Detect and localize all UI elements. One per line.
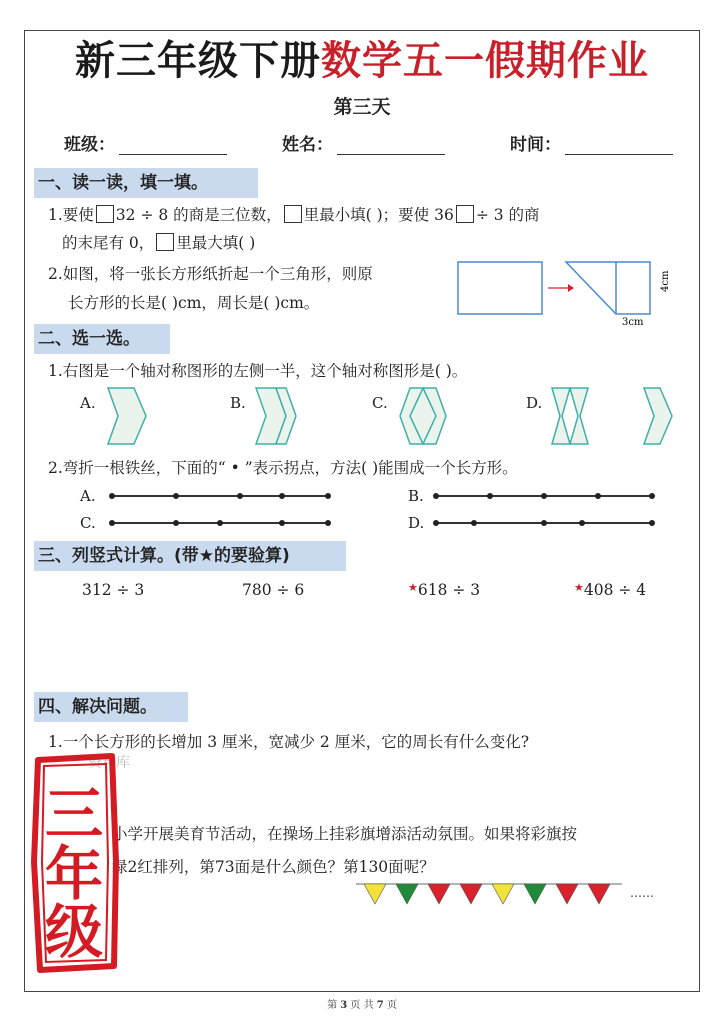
class-underline[interactable] bbox=[119, 136, 227, 155]
calc-1: 312 ÷ 3 bbox=[82, 581, 145, 599]
star-icon: ★ bbox=[408, 581, 418, 594]
shape-a bbox=[104, 384, 150, 448]
calc-3-text: 618 ÷ 3 bbox=[417, 581, 481, 599]
answer-box[interactable] bbox=[284, 205, 302, 223]
answer-box[interactable] bbox=[96, 205, 114, 223]
footer-a: 第 bbox=[327, 1000, 338, 1011]
flag-yellow bbox=[364, 884, 386, 904]
time-label: 时间： bbox=[510, 135, 561, 155]
question-2-2: 2.弯折一根铁丝，下面的“ • ”表示拐点，方法( )能围成一个长方形。 bbox=[48, 459, 518, 477]
fold-diagram bbox=[452, 256, 676, 328]
shape-c bbox=[396, 384, 450, 448]
flag-red bbox=[428, 884, 450, 904]
wire-a bbox=[106, 488, 334, 504]
watermark: 资料库 bbox=[88, 755, 130, 771]
class-label: 班级： bbox=[64, 135, 115, 155]
answer-box[interactable] bbox=[156, 233, 174, 251]
flags-ellipsis: …… bbox=[630, 886, 654, 900]
footer-page: 3 bbox=[340, 1000, 348, 1011]
question-4-1: 1.一个长方形的长增加 3 厘米，宽减少 2 厘米，它的周长有什么变化? bbox=[48, 733, 530, 751]
calc-2: 780 ÷ 6 bbox=[242, 581, 305, 599]
option-2-2-d[interactable]: D. bbox=[408, 514, 425, 532]
question-1-1-line1 bbox=[48, 204, 540, 226]
name-label: 姓名： bbox=[282, 135, 333, 155]
flag-green bbox=[396, 884, 418, 904]
footer-total: 7 bbox=[376, 1000, 384, 1011]
flag-red bbox=[460, 884, 482, 904]
half-shape bbox=[640, 384, 680, 448]
stamp-char-3: 级 bbox=[44, 898, 104, 966]
flag-red bbox=[556, 884, 578, 904]
wire-c bbox=[106, 515, 334, 531]
option-2-2-b[interactable]: B. bbox=[408, 487, 424, 505]
q1-1-text-e: 的末尾有 0， bbox=[62, 234, 155, 252]
calc-3 bbox=[408, 581, 480, 599]
question-2-1: 1.右图是一个轴对称图形的左侧一半，这个轴对称图形是( )。 bbox=[48, 362, 468, 380]
star-icon: ★ bbox=[574, 581, 584, 594]
q1-1-text-f: 里最大填( ) bbox=[176, 234, 256, 252]
time-field[interactable] bbox=[510, 130, 673, 155]
q1-1-text-d: ÷ 3 的商 bbox=[475, 206, 540, 224]
option-2-1-d[interactable]: D. bbox=[526, 394, 543, 412]
option-2-2-a[interactable]: A. bbox=[80, 487, 96, 505]
title-part1: 新三年级下册 bbox=[75, 38, 321, 84]
question-1-2-line1: 2.如图，将一张长方形纸折起一个三角形，则原 bbox=[48, 265, 373, 283]
question-4-2-line1: 小学开展美育节活动，在操场上挂彩旗增添活动氛围。如果将彩旗按 bbox=[112, 825, 578, 843]
width-label: 3cm bbox=[622, 317, 644, 328]
stamp-char-1: 三 bbox=[44, 780, 104, 848]
question-1-2-line2: 长方形的长是( )cm，周长是( )cm。 bbox=[68, 294, 320, 312]
shape-b bbox=[252, 384, 300, 448]
footer-b: 页 共 bbox=[350, 1000, 374, 1011]
section-2-heading: 二、选一选。 bbox=[34, 324, 170, 354]
shape-d bbox=[548, 384, 598, 448]
stamp-char-2: 年 bbox=[44, 840, 104, 908]
question-4-2-line2: 绿2红排列，第73面是什么颜色？第130面呢？ bbox=[112, 858, 435, 876]
answer-box[interactable] bbox=[456, 205, 474, 223]
page-title bbox=[30, 30, 694, 92]
option-2-1-c[interactable]: C. bbox=[372, 394, 388, 412]
name-field[interactable] bbox=[282, 130, 445, 155]
q1-1-text-b: 32 ÷ 8 的商是三位数， bbox=[115, 206, 282, 224]
section-3-heading: 三、列竖式计算。(带★的要验算) bbox=[34, 541, 346, 571]
rectangle-shape bbox=[458, 262, 542, 314]
wire-b bbox=[430, 488, 658, 504]
calc-4 bbox=[574, 581, 646, 599]
section-4-heading: 四、解决问题。 bbox=[34, 692, 188, 722]
folded-shape bbox=[566, 262, 650, 314]
flag-green bbox=[524, 884, 546, 904]
option-2-2-c[interactable]: C. bbox=[80, 514, 96, 532]
flag-string bbox=[356, 880, 626, 910]
title-part2: 数学五一假期作业 bbox=[321, 38, 649, 84]
q1-1-text-a: 1.要使 bbox=[48, 206, 94, 224]
arrow-icon bbox=[568, 284, 574, 292]
name-underline[interactable] bbox=[337, 136, 445, 155]
grade-stamp bbox=[28, 752, 120, 974]
flag-yellow bbox=[492, 884, 514, 904]
flag-red bbox=[588, 884, 610, 904]
class-field[interactable] bbox=[64, 130, 227, 155]
section-1-heading: 一、读一读，填一填。 bbox=[34, 168, 258, 198]
time-underline[interactable] bbox=[565, 136, 673, 155]
option-2-1-b[interactable]: B. bbox=[230, 394, 246, 412]
option-2-1-a[interactable]: A. bbox=[80, 394, 96, 412]
question-1-1-line2 bbox=[62, 232, 255, 254]
calc-4-text: 408 ÷ 4 bbox=[583, 581, 647, 599]
page-footer bbox=[0, 996, 724, 1011]
wire-d bbox=[430, 515, 658, 531]
day-label: 第三天 bbox=[333, 96, 391, 118]
height-label: 4cm bbox=[660, 270, 671, 292]
footer-c: 页 bbox=[386, 1000, 397, 1011]
q1-1-text-c: 里最小填( )；要使 36 bbox=[303, 206, 454, 224]
